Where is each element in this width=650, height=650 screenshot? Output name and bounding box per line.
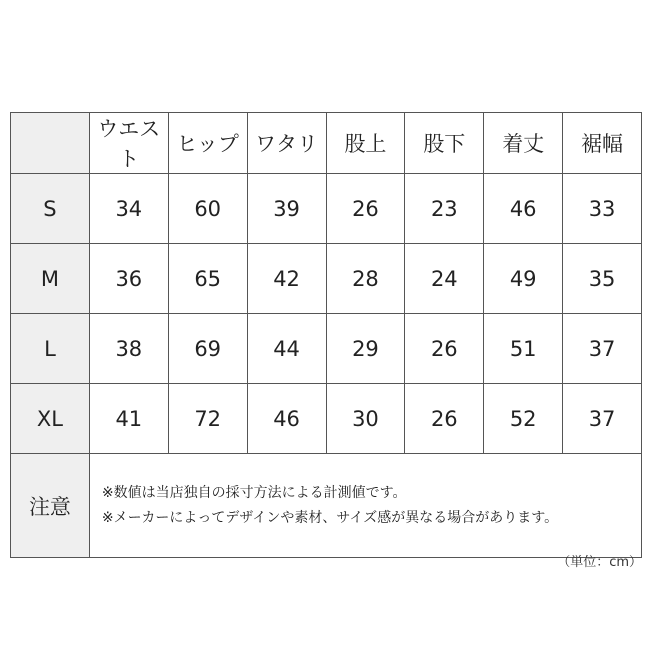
header-hem-width: 裾幅 <box>563 113 642 174</box>
header-rise: 股上 <box>326 113 405 174</box>
size-label-s: S <box>11 174 90 244</box>
note-line-1: ※数値は当店独自の採寸方法による計測値です。 <box>101 484 407 501</box>
table-cell: 46 <box>247 384 326 454</box>
table-cell: 34 <box>89 174 168 244</box>
table-cell: 52 <box>484 384 563 454</box>
table-cell: 33 <box>563 174 642 244</box>
table-cell: 72 <box>168 384 247 454</box>
table-cell: 41 <box>89 384 168 454</box>
table-cell: 65 <box>168 244 247 314</box>
table-cell: 37 <box>563 314 642 384</box>
table-cell: 38 <box>89 314 168 384</box>
table-cell: 39 <box>247 174 326 244</box>
table-cell: 37 <box>563 384 642 454</box>
size-chart-table <box>10 112 642 558</box>
header-row <box>11 113 642 174</box>
table-cell: 26 <box>326 174 405 244</box>
table-cell: 46 <box>484 174 563 244</box>
table-cell: 35 <box>563 244 642 314</box>
size-label-m: M <box>11 244 90 314</box>
header-waist: ウエスト <box>89 113 168 174</box>
notes-cell <box>89 454 641 558</box>
table-cell: 26 <box>405 314 484 384</box>
header-corner-cell <box>11 113 90 174</box>
table-cell: 30 <box>326 384 405 454</box>
unit-note: （単位：cm） <box>557 555 642 570</box>
table-row-xl <box>11 384 642 454</box>
table-cell: 36 <box>89 244 168 314</box>
table-cell: 28 <box>326 244 405 314</box>
table-cell: 26 <box>405 384 484 454</box>
note-line-2: ※メーカーによってデザインや素材、サイズ感が異なる場合があります。 <box>101 509 559 526</box>
table-cell: 42 <box>247 244 326 314</box>
header-hip: ヒップ <box>168 113 247 174</box>
table-cell: 24 <box>405 244 484 314</box>
table-row-s <box>11 174 642 244</box>
notes-row <box>11 454 642 558</box>
table-cell: 29 <box>326 314 405 384</box>
table-row-l <box>11 314 642 384</box>
table-cell: 49 <box>484 244 563 314</box>
header-thigh: ワタリ <box>247 113 326 174</box>
header-length: 着丈 <box>484 113 563 174</box>
table-cell: 44 <box>247 314 326 384</box>
size-label-xl: XL <box>11 384 90 454</box>
size-label-l: L <box>11 314 90 384</box>
table-cell: 60 <box>168 174 247 244</box>
header-inseam: 股下 <box>405 113 484 174</box>
table-row-m <box>11 244 642 314</box>
notes-label: 注意 <box>11 454 90 558</box>
table-cell: 23 <box>405 174 484 244</box>
table-cell: 51 <box>484 314 563 384</box>
table-cell: 69 <box>168 314 247 384</box>
